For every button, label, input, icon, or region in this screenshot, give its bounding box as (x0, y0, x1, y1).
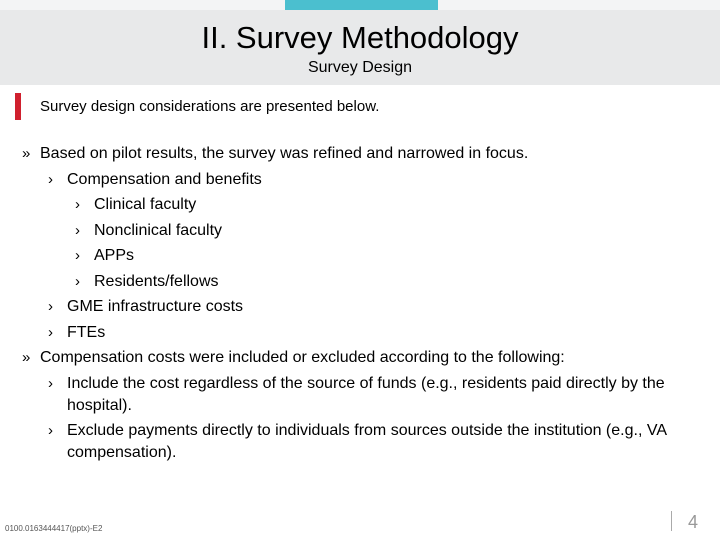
chevron-icon: › (48, 298, 53, 315)
chevron-icon: › (48, 170, 53, 188)
bullet-text: Include the cost regardless of the source of funds (e.g., residents paid directly by the hospital). (67, 374, 665, 414)
bullet-item (0, 143, 720, 165)
bullet-list (0, 143, 720, 468)
page-divider (671, 511, 672, 531)
bullet-text: FTEs (67, 323, 106, 341)
bullet-item (0, 271, 720, 293)
footer-code: 0100.0163444417(pptx)-E2 (5, 524, 103, 533)
chevron-icon: › (75, 221, 80, 239)
bullet-item (0, 169, 720, 191)
bullet-item (0, 296, 720, 318)
bullet-item (0, 420, 720, 464)
page-title: II. Survey Methodology (201, 20, 519, 55)
slide-header (0, 10, 720, 85)
page-number: 4 (688, 512, 699, 532)
bullet-text: Compensation costs were included or excluded according to the following: (40, 349, 565, 366)
chevron-icon: › (75, 196, 80, 213)
bullet-text: Nonclinical faculty (94, 221, 223, 239)
intro-text: Survey design considerations are presented below. (40, 98, 380, 115)
double-chevron-icon: » (22, 349, 31, 366)
double-chevron-icon: » (22, 145, 31, 162)
bullet-item (0, 373, 720, 417)
bullet-text: Compensation and benefits (67, 170, 262, 188)
chevron-icon: › (48, 323, 53, 341)
chevron-icon: › (48, 422, 53, 439)
bullet-text: Residents/fellows (94, 272, 219, 290)
bullet-text: Exclude payments directly to individuals from sources outside the institution (e.g., VA compensation). (67, 422, 667, 461)
red-accent-bar (15, 93, 21, 120)
bullet-text: APPs (94, 247, 135, 264)
accent-tab (285, 0, 438, 10)
bullet-item (0, 194, 720, 216)
bullet-text: Clinical faculty (94, 196, 197, 213)
chevron-icon: › (75, 272, 80, 290)
bullet-text: GME infrastructure costs (67, 298, 244, 315)
page-subtitle: Survey Design (307, 59, 413, 76)
bullet-text: Based on pilot results, the survey was refined and narrowed in focus. (40, 145, 529, 162)
bullet-item (0, 245, 720, 267)
bullet-item (0, 322, 720, 344)
chevron-icon: › (48, 374, 53, 392)
chevron-icon: › (75, 247, 80, 264)
bullet-item (0, 220, 720, 242)
bullet-item (0, 347, 720, 369)
